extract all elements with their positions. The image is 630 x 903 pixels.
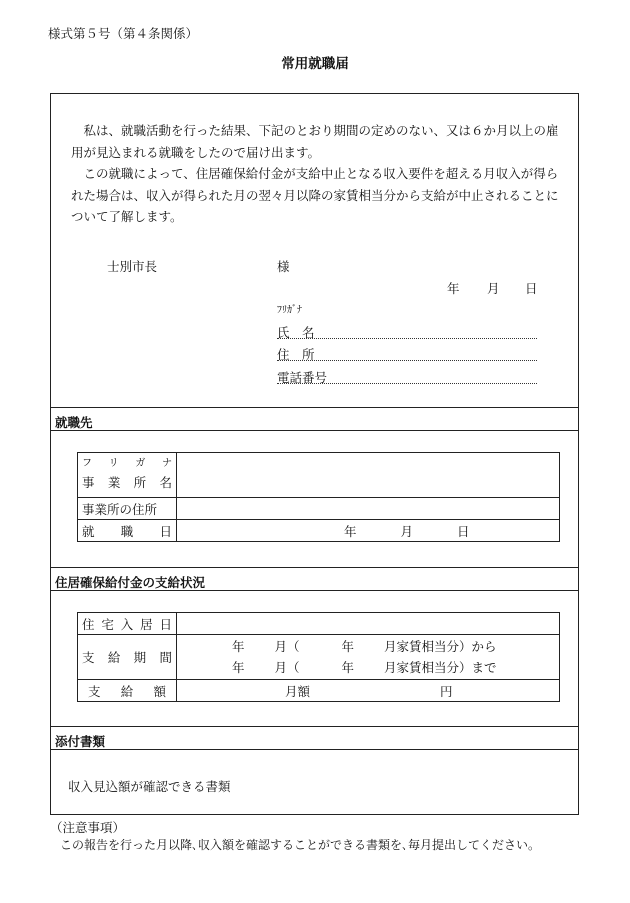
declaration-paragraph-2: この就職によって、住居確保給付金が支給中止となる収入要件を超える月収入が得られた場合は、収入が得られた月の翌々月以降の家賃相当分から支給が中止されることについて了解します。 [71, 166, 559, 224]
divider [51, 726, 578, 727]
movein-char: 入 [120, 616, 134, 632]
period-char: 給 [107, 650, 121, 665]
declaration-paragraph-1: 私は、就職活動を行った結果、下記のとおり期間の定めのない、又は６か月以上の雇用が見込まれる就職をしたので届け出ます。 [71, 123, 559, 160]
movein-char: 住 [82, 616, 95, 632]
monthly-label: 月額 [285, 683, 311, 699]
movein-char: 宅 [101, 616, 114, 632]
benefit-section-title: 住居確保給付金の支給状況 [55, 575, 206, 590]
furigana-char: ガ [135, 458, 146, 469]
amount-char: 額 [153, 683, 166, 699]
name-label: 氏 名 [277, 325, 315, 340]
movein-char: 日 [159, 616, 172, 632]
period-to-year: 年 [232, 660, 245, 675]
period-from-rent: 月家賃相当分）から [384, 639, 497, 654]
furigana-label: ﾌﾘｶﾞﾅ [277, 305, 302, 316]
amount-label [82, 682, 172, 700]
furigana-sublabel [82, 456, 172, 472]
company-name-label-cell [78, 453, 177, 498]
period-char: 間 [159, 650, 172, 665]
period-from-year: 年 [232, 639, 245, 654]
divider [51, 749, 578, 750]
company-name-field[interactable] [177, 453, 560, 498]
company-name-char: 業 [107, 475, 121, 490]
phone-label: 電話番号 [277, 370, 328, 385]
notes-title: （注意事項） [50, 820, 126, 835]
employment-date-char: 就 [82, 523, 95, 539]
company-address-field[interactable] [177, 498, 560, 520]
address-label: 住 所 [277, 347, 315, 362]
period-to-rent: 月家賃相当分）まで [384, 660, 497, 675]
movein-date-label-cell [78, 613, 177, 635]
employment-date-year: 年 [344, 523, 357, 539]
form-frame [50, 93, 579, 815]
attachment-item: 収入見込額が確認できる書類 [68, 779, 231, 794]
period-to-rent-year: 年 [341, 660, 355, 675]
amount-label-cell [78, 680, 177, 702]
employment-table [77, 452, 560, 542]
movein-char: 居 [140, 616, 153, 632]
period-from-line [181, 636, 555, 657]
employment-date-label-cell [78, 520, 177, 542]
amount-char: 支 [88, 683, 101, 699]
period-label-cell [78, 635, 177, 680]
addressee: 士別市長 [107, 259, 158, 274]
period-from-month: 月（ [274, 639, 300, 654]
furigana-char: ナ [161, 458, 172, 469]
employment-date-field[interactable] [177, 520, 560, 542]
employment-date-char: 職 [120, 523, 134, 539]
employment-date-day: 日 [457, 523, 470, 539]
submission-date-year: 年 [447, 281, 460, 296]
employment-date-month: 月 [400, 523, 414, 539]
addressee-honorific: 様 [277, 259, 290, 274]
furigana-char: リ [108, 458, 119, 469]
name-field[interactable] [277, 338, 537, 339]
benefit-table [77, 612, 560, 702]
company-name-label [82, 472, 172, 494]
page-title: 常用就職届 [281, 56, 349, 72]
divider [51, 590, 578, 591]
amount-char: 給 [120, 683, 134, 699]
period-to-month: 月（ [274, 660, 300, 675]
employment-date-char: 日 [159, 523, 172, 539]
submission-date-month: 月 [487, 281, 500, 296]
movein-date-label [82, 615, 172, 633]
company-name-char: 名 [159, 475, 172, 490]
furigana-char: フ [82, 458, 92, 469]
period-field[interactable] [177, 635, 560, 680]
yen-label: 円 [440, 683, 453, 699]
declaration-text [71, 120, 561, 228]
divider [51, 407, 578, 408]
notes-text: この報告を行った月以降､収入額を確認することができる書類を､毎月提出してください。 [60, 838, 541, 852]
period-to-line [181, 657, 555, 678]
amount-field[interactable] [177, 680, 560, 702]
attachments-section-title: 添付書類 [55, 734, 106, 749]
employment-date-label [82, 522, 172, 540]
period-char: 期 [133, 650, 147, 665]
phone-field[interactable] [277, 383, 537, 384]
period-char: 支 [82, 650, 95, 665]
company-name-char: 所 [133, 475, 147, 490]
period-from-rent-year: 年 [341, 639, 355, 654]
company-address-label: 事業所の住所 [78, 498, 177, 520]
submission-date-day: 日 [525, 281, 538, 296]
divider [51, 567, 578, 568]
period-label [82, 648, 172, 666]
movein-date-field[interactable] [177, 613, 560, 635]
divider [51, 430, 578, 431]
form-number: 様式第５号（第４条関係） [48, 26, 199, 41]
employment-section-title: 就職先 [55, 415, 93, 430]
company-name-char: 事 [82, 475, 95, 490]
address-field[interactable] [277, 360, 537, 361]
